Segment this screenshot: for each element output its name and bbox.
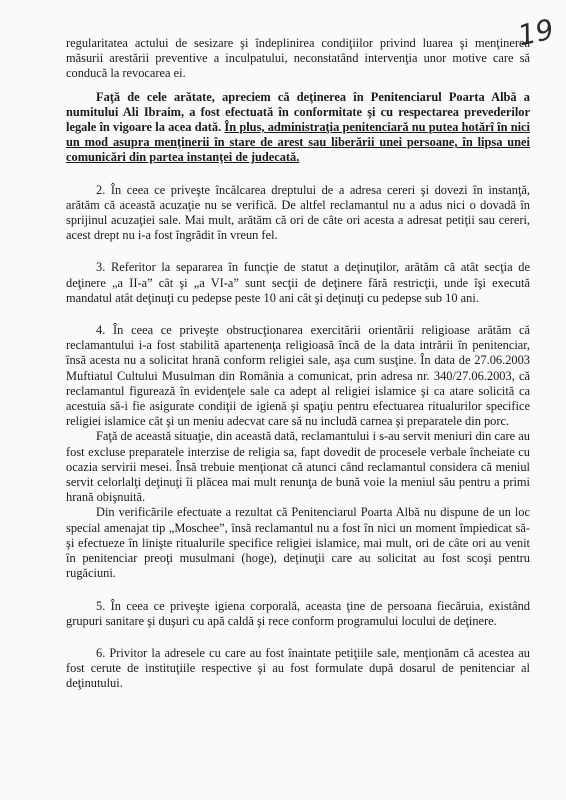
paragraph-point-6: 6. Privitor la adresele cu care au fost înaintate petiţiile sale, menţionăm că acestea au fost cerute de instituţiile respective şi au fost formulate după dosarul de penitenciar al deţinutului. — [66, 645, 530, 691]
paragraph-point-5: 5. În ceea ce priveşte igiena corporală, aceasta ţine de persoana fiecăruia, existând grupuri sanitare şi duşuri cu apă caldă şi rece conform programului locului de deţinere. — [66, 598, 530, 628]
paragraph-continuation: regularitatea actului de sesizare şi îndeplinirea condiţiilor privind luarea şi menţinerea măsurii arestării preventive a inculpatului, neconstatând intervenţia unor motive care să conducă la revocarea ei. — [66, 36, 530, 81]
paragraph-point-2: 2. În ceea ce priveşte încălcarea dreptului de a adresa cereri şi dovezi în instanţă, arătăm că această acuzaţie nu se verifică. De altfel reclamantul nu a adus nici o dovadă în sprijinul acuzaţiei sale. Mai mult, arătăm că ori de câte ori acesta a adresat petiţii sau cereri, acest drept nu i-a fost îngrădit în vreun fel. — [66, 182, 530, 243]
conclusion-text: Faţă de cele arătate, apreciem că deţinerea în Penitenciarul Poarta Albă a numitului Ali Ibraim, a fost efectuată în conformitate şi cu respectarea prevederilor legale în vigoare la acea dată. — [66, 89, 530, 135]
conclusion-underlined-text: În plus, administraţia penitenciară nu putea hotărî în nici un mod asupra menţinerii în stare de arest sau liberării unei persoane, în lipsa unei comunicări din partea instanţei de judecată. — [66, 120, 530, 165]
paragraph-point-4-situation: Faţă de această situaţie, din această dată, reclamantului i s-au servit meniuri din care au fost excluse preparatele interzise de religia sa, fapt dovedit de procesele verbale încheiate cu ocazia servirii mesei. Însă trebuie menţionat că atunci când reclamantul considera că meniul servit celorlalţi deţinuţi îi plăcea mai mult renunţa de bună voie la meniul său pentru a primi hrană obişnuită. — [66, 429, 530, 505]
paragraph-point-4: 4. În ceea ce priveşte obstrucţionarea exercitării orientării religioase arătăm că reclamantului i-a fost stabilită apartenenţa religioasă încă de la data intrării în penitenciar, însă acesta nu a solicitat hrană conform religiei sale, aşa cum susţine. În data de 27.06.2003 Muftiatul Cultului Musulman din România a comunicat, prin adresa nr. 340/27.06.2003, că reclamantul figurează în evidenţele sale ca adept al religiei islamice şi ca atare solicită ca acestuia să-i fie asigurate condiţii de igienă şi spaţiu pentru efectuarea ritualurilor specifice religiei islamice cât şi un meniu adecvat care să nu includă carnea şi preparatele din porc. — [66, 323, 530, 429]
paragraph-point-3: 3. Referitor la separarea în funcţie de statut a deţinuţilor, arătăm că atât secţia de deţinere „a II-a” cât şi „a VI-a” sunt secţii de deţinere fără restricţii, unde îşi execută mandatul atât deţinuţi cu pedepse peste 10 ani cât şi deţinuţi cu pedepse sub 10 ani. — [66, 260, 530, 305]
paragraph-point-4-verification: Din verificările efectuate a rezultat că Penitenciarul Poarta Albă nu dispune de un loc special amenajat tip „Moschee”, însă reclamantul nu a fost în nici un moment împiedicat să-şi efectueze în linişte ritualurile specifice religiei islamice, mai mult, ori de câte ori au venit în penitenciar preoţi musulmani (hoge), deţinuţii care au solicitat au fost scoşi pentru rugăciuni. — [66, 505, 530, 581]
handwritten-page-number: 19 — [515, 12, 558, 53]
paragraph-conclusion — [66, 90, 530, 166]
